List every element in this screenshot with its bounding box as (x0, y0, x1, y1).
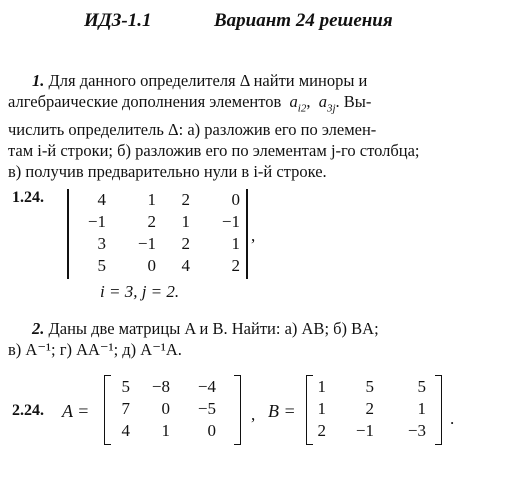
determinant-matrix (66, 189, 240, 277)
matrix-a-cell-2-2: 0 (207, 421, 216, 440)
matrix-b-cell-1-1: 2 (365, 399, 374, 418)
task2-paragraph (8, 318, 518, 360)
matrix-a-cell-1-2: −5 (197, 399, 216, 418)
determinant-cell-0-0: 4 (97, 190, 106, 209)
matrix-a-cell-2-0: 4 (121, 421, 130, 440)
matrix-a-cell-1-0: 7 (121, 399, 130, 418)
matrix-b-period: . (450, 409, 455, 428)
determinant-cell-2-0: 3 (97, 234, 106, 253)
matrix-b-cell-0-0: 1 (317, 377, 326, 396)
determinant-cell-1-2: 1 (181, 212, 190, 231)
determinant-cell-0-3: 0 (231, 190, 240, 209)
task1-paragraph (8, 70, 514, 182)
determinant-cell-3-3: 2 (231, 256, 240, 275)
determinant-right-bar (246, 189, 248, 279)
matrix-b-cell-1-0: 1 (317, 399, 326, 418)
element-a-i2: $a_{i2}$ (289, 92, 307, 115)
task2-number: 2. (32, 319, 45, 338)
matrix-a (108, 376, 216, 442)
matrix-a-right-bracket (234, 375, 241, 445)
task1-line-3: там i-й строки; б) разложив его по элементам j-го столбца; (8, 141, 420, 161)
task2-line-1: в) A⁻¹; г) AA⁻¹; д) A⁻¹A. (8, 340, 182, 359)
matrix-separator-comma: , (251, 405, 256, 424)
matrix-a-cell-2-1: 1 (161, 421, 170, 440)
matrix-b (312, 376, 426, 442)
problem-2-24-label: 2.24. (12, 402, 44, 419)
task1-line-1: алгебраические дополнения элементов $a_{i2}$, $a_{3j}$. Вы- (8, 92, 372, 115)
task1-line-4: в) получив предварительно нули в i-й строке. (8, 162, 327, 182)
determinant-cell-3-1: 0 (147, 256, 156, 275)
matrix-a-cell-0-0: 5 (121, 377, 130, 396)
matrix-a-cell-0-1: −8 (151, 377, 170, 396)
matrix-a-label: A = (62, 401, 90, 421)
determinant-cell-0-1: 1 (147, 190, 156, 209)
task1-line-0 (8, 70, 514, 91)
determinant-cell-3-2: 4 (181, 256, 190, 275)
determinant-cell-1-3: −1 (221, 212, 240, 231)
matrix-b-cell-0-2: 5 (417, 377, 426, 396)
determinant-cell-2-2: 2 (181, 234, 190, 253)
task2-line-0-text: Даны две матрицы A и B. Найти: а) AB; б) BA; (48, 319, 379, 338)
matrix-b-cell-1-2: 1 (417, 399, 426, 418)
determinant-condition: i = 3, j = 2. (100, 282, 180, 301)
task1-number: 1. (32, 71, 45, 90)
determinant-cell-2-1: −1 (137, 234, 156, 253)
problem-1-24-label: 1.24. (12, 189, 44, 206)
determinant-cell-1-0: −1 (87, 212, 106, 231)
task1-line-1-post: . Вы- (335, 92, 372, 111)
matrix-b-cell-2-1: −1 (355, 421, 374, 440)
determinant-cell-0-2: 2 (181, 190, 190, 209)
matrix-b-right-bracket (435, 375, 442, 445)
matrix-b-cell-2-2: −3 (407, 421, 426, 440)
assignment-code: ИДЗ-1.1 (84, 10, 152, 31)
matrix-a-cell-0-2: −4 (197, 377, 216, 396)
task1-line-0-text: Для данного определителя Δ найти миноры и (48, 71, 368, 90)
task2-line-0 (8, 318, 518, 339)
task1-line-1-pre: алгебраические дополнения элементов (8, 92, 282, 111)
determinant-comma: , (251, 226, 256, 245)
determinant-cell-3-0: 5 (97, 256, 106, 275)
variant-title: Вариант 24 решения (214, 10, 393, 31)
matrix-b-label: B = (268, 401, 296, 421)
element-a-3j: $a_{3j}$ (318, 92, 336, 115)
matrix-a-cell-1-1: 0 (161, 399, 170, 418)
task1-line-2: числить определитель Δ: а) разложив его по элемен- (8, 120, 377, 140)
matrix-b-cell-2-0: 2 (317, 421, 326, 440)
determinant-cell-2-3: 1 (231, 234, 240, 253)
matrix-b-cell-0-1: 5 (365, 377, 374, 396)
determinant-cell-1-1: 2 (147, 212, 156, 231)
